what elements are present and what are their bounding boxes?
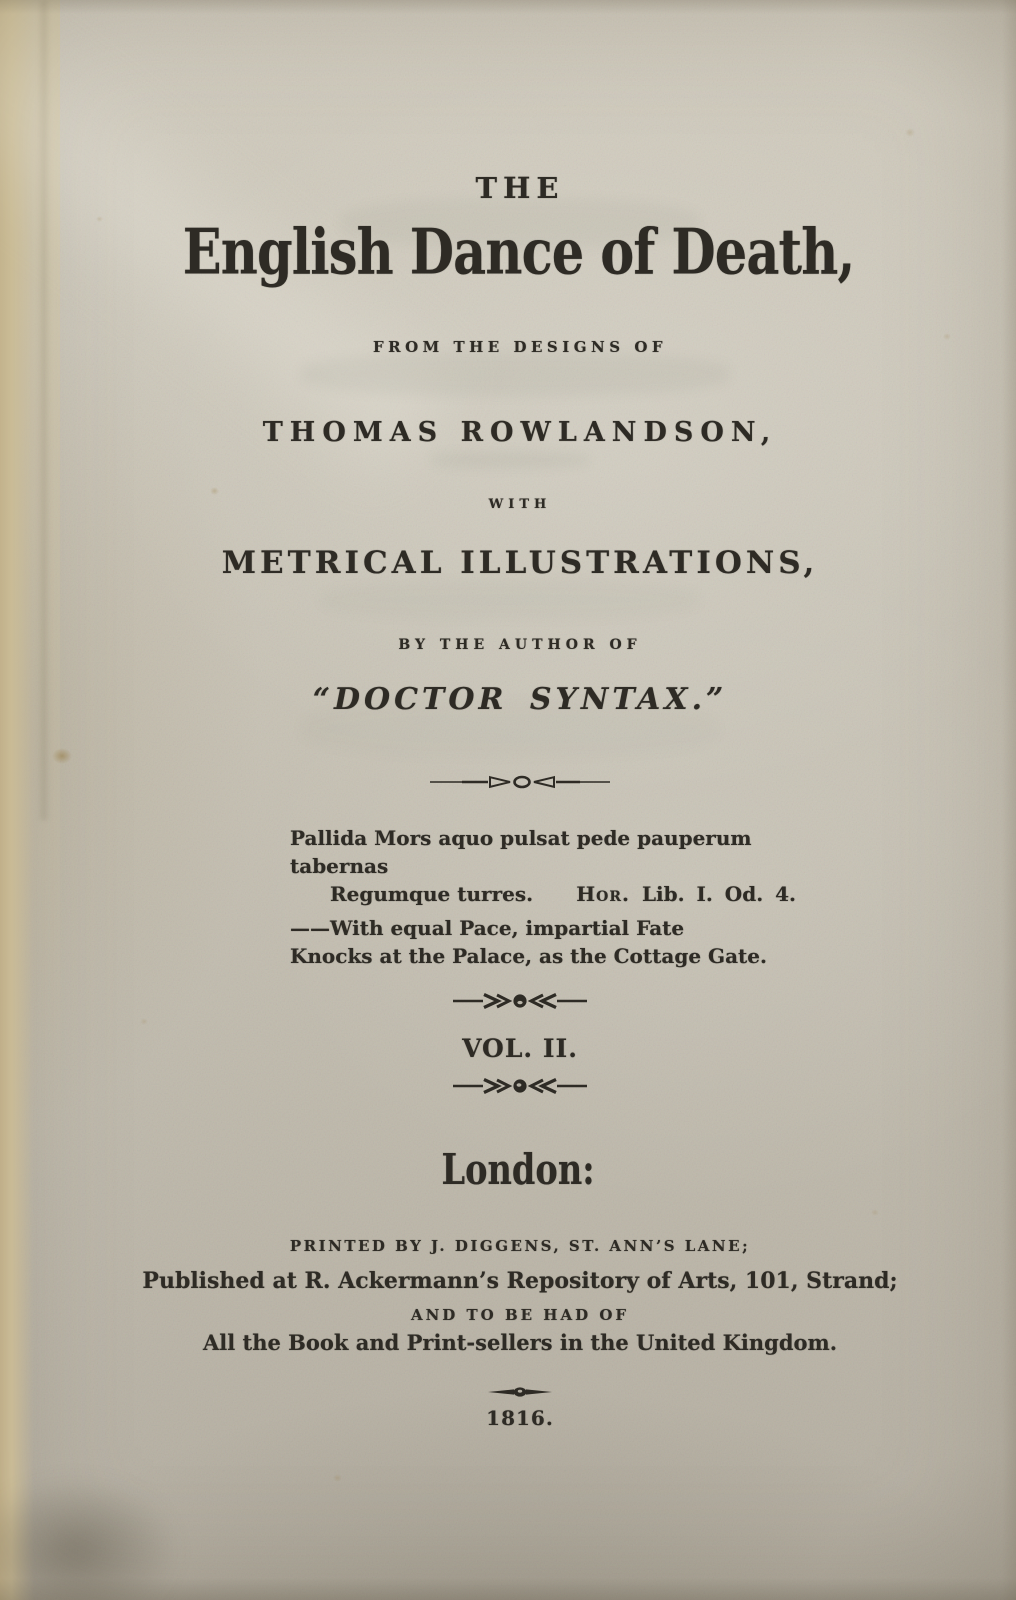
epigraph-citation	[576, 880, 796, 908]
designer-name: THOMAS ROWLANDSON,	[262, 417, 778, 448]
swelled-rule-bead-icon	[487, 1385, 553, 1399]
book-title: English Dance of Death,	[182, 215, 855, 289]
designs-line: FROM THE DESIGNS OF	[372, 338, 668, 356]
divider-ornament	[24, 992, 1016, 1010]
volume-label: VOL. II.	[462, 1034, 578, 1063]
title-article: THE	[475, 171, 565, 205]
tapered-rule-arrowheads-icon	[430, 774, 610, 790]
epigraph-english-line2: Knocks at the Palace, as the Cottage Gate.	[290, 944, 767, 968]
citation-author: Hor.	[576, 882, 630, 906]
divider-ornament	[24, 1077, 1016, 1095]
author-work-title: “DOCTOR SYNTAX.”	[312, 682, 728, 717]
divider-ornament	[24, 1385, 1016, 1399]
divider-ornament	[24, 774, 1016, 790]
chevron-rosette-icon	[453, 992, 587, 1010]
epigraph-latin-line1: Pallida Mors aquo pulsat pede pauperum tabernas	[290, 826, 752, 878]
imprint-printer-line: PRINTED BY J. DIGGENS, ST. ANN’S LANE;	[289, 1237, 751, 1255]
epigraph-english-line1: ——With equal Pace, impartial Fate	[290, 916, 685, 940]
imprint-availability-line: All the Book and Print-sellers in the United Kingdom.	[202, 1330, 838, 1355]
epigraph-english	[290, 914, 796, 970]
illustrations-line: METRICAL ILLUSTRATIONS,	[221, 545, 819, 581]
author-line: BY THE AUTHOR OF	[398, 637, 642, 653]
imprint-publisher-line: Published at R. Ackermann’s Repository of Arts, 101, Strand;	[142, 1268, 898, 1294]
citation-reference: Lib. I. Od. 4.	[641, 882, 796, 906]
with-word: WITH	[488, 497, 552, 512]
imprint-availability-intro: AND TO BE HAD OF	[410, 1306, 630, 1324]
chevron-rosette-icon	[453, 1077, 587, 1095]
epigraph-latin-line2-row	[290, 880, 796, 908]
epigraph-block	[290, 824, 796, 970]
imprint-city: London:	[441, 1144, 595, 1195]
imprint-year: 1816.	[486, 1406, 554, 1430]
epigraph-latin-line2: Regumque turres.	[330, 882, 534, 906]
